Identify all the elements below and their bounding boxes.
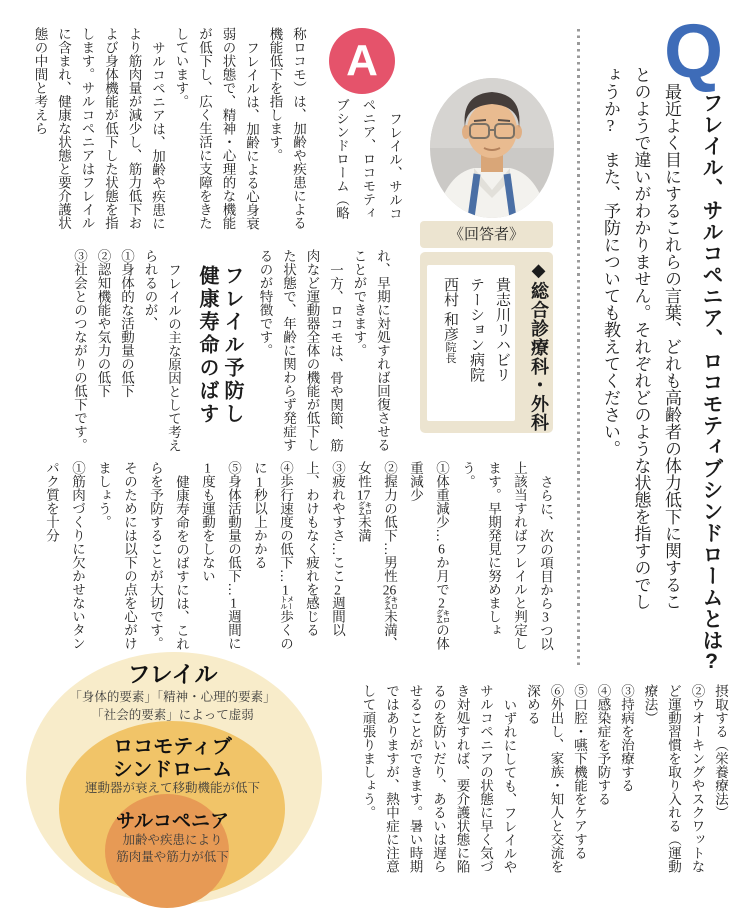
article-list-item: ②握力の低下…男性26㌕未満、女性17㌕未満	[356, 461, 397, 650]
hospital-name-line2: テーション病院	[468, 277, 485, 382]
article-paragraph: 一方、ロコモは、骨や関節、筋肉など運動器全体の機能が低下した状態で、年齢に関わらず発症するのが特徴です。	[257, 249, 343, 452]
answer-a-letter: A	[346, 36, 378, 85]
article-list-item: ①筋肉づくりに欠かせないタンパク質を十分	[44, 461, 85, 650]
article-list-item: ①体重減少…6か月で2㌕の体重減少	[408, 461, 449, 650]
article-list-item: ⑥外出し、家族・知人と交流を深める	[525, 684, 564, 873]
article-paragraph: さらに、次の項目から3つ以上該当すればフレイルと判定します。早期発見に努めましょう。	[460, 461, 553, 650]
venn-frail-desc: 「身体的要素」「精神・心理的要素」	[69, 690, 276, 704]
article-paragraph: 摂取する（栄養療法）	[713, 684, 728, 819]
article-list-item: ③疲れやすさ…ここ2週間以上、わけもなく疲れを感じる	[304, 461, 345, 637]
dotted-divider	[577, 29, 580, 669]
venn-locomo-desc: 運動器が衰えて移動機能が低下	[84, 781, 260, 795]
venn-frail-label: フレイル	[127, 661, 218, 687]
responder-namebox	[427, 265, 515, 421]
responder-department: ◆総合診療科・外科	[529, 260, 549, 433]
answer-a-icon	[329, 28, 395, 94]
question-q-icon: Q	[664, 9, 724, 94]
article-band-3	[6, 461, 558, 657]
venn-locomo-label: シンドローム	[112, 759, 233, 781]
venn-sarcopenia-label: サルコペニア	[115, 811, 230, 832]
article-paragraph: れ、早期に対処すれば回復させることができます。	[351, 249, 390, 452]
doctor-name-line	[437, 265, 463, 421]
article-list-item: ②ウオーキングやスクワットなど運動習慣を取り入れる（運動療法）	[642, 684, 705, 873]
article-list-item: ②認知機能や気力の低下	[95, 249, 111, 398]
article-paragraph: フレイルの主な原因として考えられるのが、	[142, 249, 181, 452]
doctor-photo	[430, 78, 554, 218]
section-heading-line2: 健康寿命のばす	[196, 265, 218, 426]
venn-sarcopenia-desc: 筋肉量や筋力が低下	[116, 850, 229, 864]
section-heading-line1: フレイル予防し	[221, 265, 243, 426]
article-paragraph: フレイルは、加齢による心身衰弱の状態で、精神・心理的な機能が低下し、広く生活に支障をきたしています。	[173, 27, 259, 230]
question-body: 最近よく目にするこれらの言葉、どれも高齢者の体力低下に関することのようで違いがわかりません。それぞれどのような状態を指すのでしょうか? また、予防についても教えてください。	[601, 66, 681, 610]
doctor-portrait-illustration	[430, 78, 554, 218]
hospital-name-line1: 貴志川リハビリ	[494, 277, 511, 382]
article-paragraph: フレイル、サルコペニア、ロコモティブシンドローム（略	[334, 98, 402, 220]
article-paragraph: 称ロコモ）は、加齢や疾患による機能低下を指します。	[267, 27, 306, 230]
section-heading	[194, 249, 244, 453]
responder-label: 《回答者》	[420, 221, 553, 248]
article-list-item: ⑤身体活動量の低下…1週間に1度も運動をしない	[200, 461, 241, 650]
article-band-4	[344, 684, 732, 878]
article-paragraph: サルコペニアは、加齢や疾患により筋肉量が減少し、筋力低下および身体機能が低下した状態を指します。サルコペニアはフレイルに含まれ、健康な状態と要介護状態の中間と考えら	[32, 27, 165, 230]
doctor-name: 西村 和彦	[442, 277, 459, 342]
article-paragraph: 健康寿命をのばすには、これらを予防することが大切です。そのためには以下の点を心がけましょう。	[96, 461, 189, 650]
article-list-item: ③持病を治療する	[619, 684, 634, 792]
article-list-item: ①身体的な活動量の低下	[119, 249, 134, 398]
responder-card	[420, 252, 553, 433]
venn-locomo-label: ロコモティブ	[113, 736, 232, 758]
venn-sarcopenia-desc: 加齢や疾患により	[122, 833, 223, 847]
article-band-1-intro	[327, 98, 407, 224]
venn-frail-desc: 「社会的要素」によって虚弱	[91, 708, 254, 722]
article-list-item: ⑤口腔・嚥下機能をケアする	[572, 684, 587, 860]
question-title: フレイル、サルコペニア、ロコモティブシンドロームとは?	[700, 92, 723, 672]
question-section	[588, 26, 740, 676]
article-band-2	[0, 249, 394, 453]
article-list-item: ④感染症を予防する	[595, 684, 611, 806]
article-band-1	[2, 27, 310, 231]
article-list-item: ④歩行速度の低下…1㍍歩くのに1秒以上かかる	[252, 461, 293, 650]
doctor-role: 院長	[444, 341, 456, 364]
article-paragraph: ③社会とのつながりの低下です。	[72, 249, 87, 452]
article-paragraph: いずれにしても、フレイルやサルコペニアの状態に早く気づき対処すれば、要介護状態に陥るのを防いだり、あるいは遅らせることができます。暑い時期ではありますが、熱中症に注意して頑張りましょう。	[360, 684, 517, 873]
